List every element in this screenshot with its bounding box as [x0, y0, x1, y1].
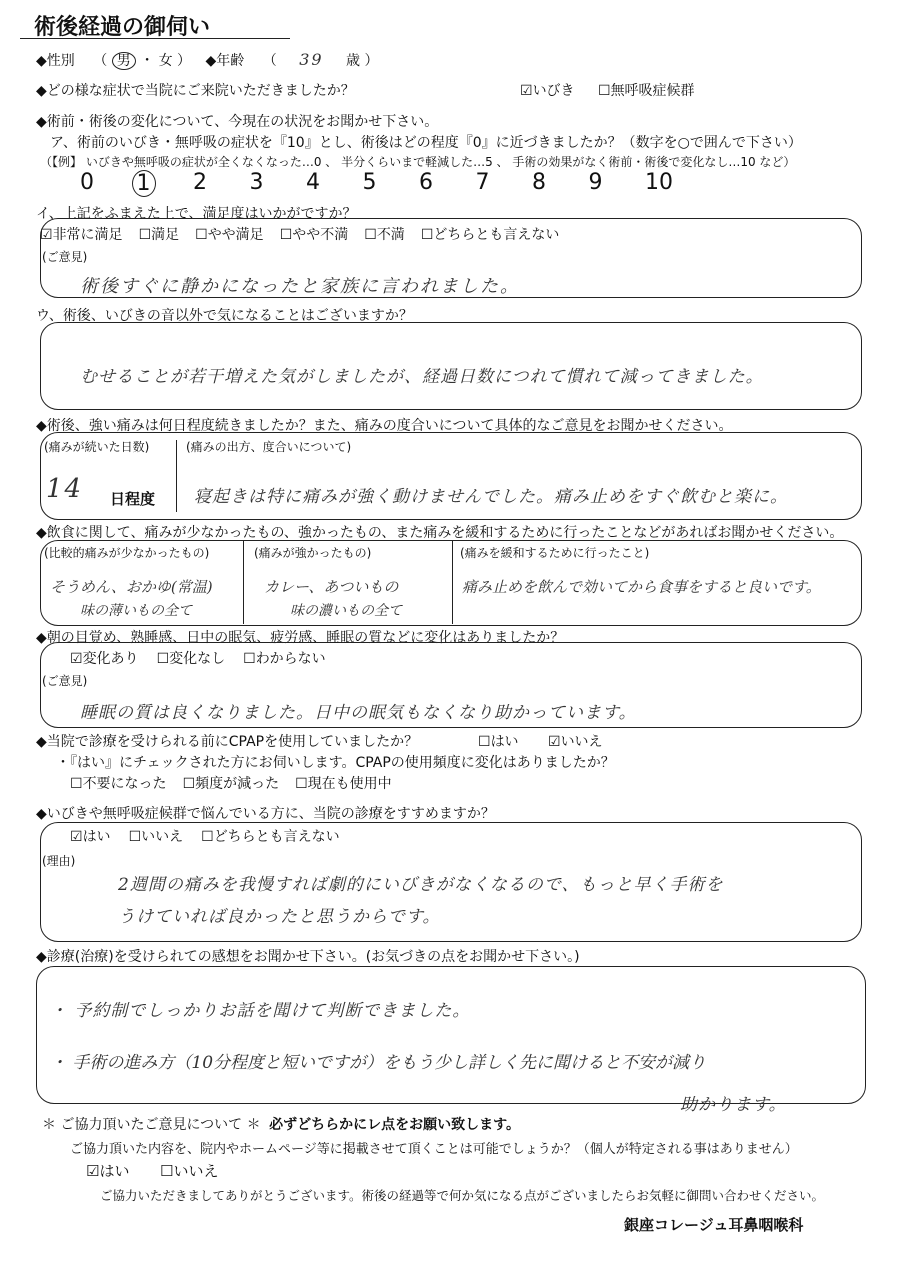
recommend-option-label: どちらとも言えない — [213, 829, 340, 845]
symptom-question: ◆どの様な症状で当院にご来院いただきましたか？ — [36, 83, 355, 99]
checkbox-icon — [70, 651, 83, 667]
recommend-reason-label: (理由) — [42, 854, 76, 868]
other-heading: ウ、術後、いびきの音以外で気になることはございますか？ — [36, 308, 413, 324]
satisfaction-option-label: どちらとも言えない — [433, 227, 560, 243]
food-col1-label: (比較的痛みが少なかったもの) — [44, 546, 210, 560]
checkbox-icon — [295, 776, 308, 792]
pain-heading: ◆術後、強い痛みは何日程度続きましたか？また、痛みの度合いについて具体的なご意見をお聞かせください。 — [36, 418, 733, 434]
impression-line1[interactable]: ・ 予約制でしっかりお話を聞けて判断できました。 — [50, 1001, 471, 1021]
footer-note-bold: 必ずどちらかにレ点をお願い致します。 — [269, 1117, 520, 1133]
symptom-snoring-label: いびき — [532, 83, 575, 99]
checkbox-icon — [157, 651, 170, 667]
checkbox-icon — [129, 829, 142, 845]
scale-option-2[interactable]: 2 — [193, 170, 207, 195]
age-value[interactable]: 39 — [299, 50, 324, 69]
age-unit: 歳 — [346, 53, 360, 69]
symptom-apnea-option[interactable] — [598, 80, 695, 100]
footer-note — [42, 1114, 520, 1134]
satisfaction-heading: イ、上記をふまえた上で、満足度はいかがですか？ — [36, 206, 357, 222]
sleep-option-label: 変化あり — [82, 651, 139, 667]
food-divider-1 — [243, 540, 244, 624]
satisfaction-opinion[interactable]: 術後すぐに静かになったと家族に言われました。 — [80, 276, 520, 297]
gender-female-option[interactable]: 女 — [158, 53, 173, 69]
pain-degree-answer[interactable]: 寝起きは特に痛みが強く動けませんでした。痛み止めをすぐ飲むと楽に。 — [194, 487, 788, 507]
footer-note-label: ＊ ご協力頂いたご意見について ＊ — [42, 1117, 261, 1133]
cpap-sub-options — [70, 773, 408, 793]
satisfaction-option-label: 満足 — [151, 227, 180, 243]
food-col1-line2[interactable]: 味の薄いもの全て — [80, 603, 192, 619]
food-col3-line1[interactable]: 痛み止めを飲んで効いてから食事をすると良いです。 — [462, 578, 821, 596]
sleep-option-2[interactable] — [243, 651, 326, 667]
food-heading: ◆飲食に関して、痛みが少なかったもの、強かったもの、また痛みを緩和するために行ったことなどがあればお聞かせください。 — [36, 525, 844, 541]
cpap-sub-option-label: 現在も使用中 — [307, 776, 392, 792]
page-title: 術後経過の御伺い — [34, 15, 211, 40]
gender-separator: ・ — [140, 53, 155, 69]
cpap-sub-question: ・『はい』にチェックされた方にお伺いします。CPAPの使用頻度に変化はありましたか？ — [56, 755, 615, 771]
impression-heading: ◆診療(治療)を受けられての感想をお聞かせ下さい。(お気づきの点をお聞かせ下さい。) — [36, 949, 580, 965]
recommend-option-label: いいえ — [141, 829, 184, 845]
footer-no-option[interactable] — [160, 1160, 218, 1181]
checkbox-icon — [183, 776, 196, 792]
checkbox-icon — [201, 829, 214, 845]
sleep-option-1[interactable] — [157, 651, 226, 667]
scale-option-10[interactable]: 10 — [645, 170, 673, 195]
recommend-option-0[interactable] — [70, 829, 111, 845]
cpap-sub-option-2[interactable] — [295, 776, 392, 792]
footer-yes-option[interactable] — [86, 1160, 129, 1181]
cpap-sub-option-label: 不要になった — [82, 776, 167, 792]
scale-option-6[interactable]: 6 — [419, 170, 433, 195]
change-heading: ◆術前・術後の変化について、今現在の状況をお聞かせ下さい。 — [36, 114, 439, 130]
footer-thanks: ご協力いただきましてありがとうございます。術後の経過等で何か気になる点がございましたらお気軽に御問い合わせください。 — [100, 1188, 825, 1203]
gender-close: ） — [177, 53, 192, 69]
age-label: ◆年齢 — [205, 53, 245, 69]
impression-line3[interactable]: 助かります。 — [680, 1095, 787, 1115]
gender-row — [36, 50, 378, 70]
food-col2-line1[interactable]: カレー、あついもの — [264, 578, 399, 596]
checkbox-icon — [548, 734, 561, 750]
scale-option-8[interactable]: 8 — [532, 170, 546, 195]
satisfaction-option-label: やや満足 — [207, 227, 264, 243]
sleep-opinion-label: (ご意見) — [42, 674, 88, 688]
checkbox-icon — [70, 829, 83, 845]
cpap-no-label: いいえ — [560, 734, 603, 750]
pain-days-label: (痛みが続いた日数) — [44, 440, 150, 454]
pain-divider — [176, 440, 177, 512]
impression-line2[interactable]: ・ 手術の進み方（10分程度と短いですが）をもう少し詳しく先に聞けると不安が減り — [50, 1053, 707, 1073]
scale-option-5[interactable]: 5 — [362, 170, 377, 195]
sleep-heading: ◆朝の目覚め、熟睡感、日中の眠気、疲労感、睡眠の質などに変化はありましたか？ — [36, 630, 565, 646]
food-col2-label: (痛みが強かったもの) — [254, 546, 372, 560]
food-col2-line2[interactable]: 味の濃いもの全て — [290, 603, 402, 619]
change-question-a: ア、術前のいびき・無呼吸の症状を『10』とし、術後はどの程度『0』に近づきましたか？（数字を○で囲んで下さい） — [50, 135, 802, 151]
clinic-name: 銀座コレージュ耳鼻咽喉科 — [624, 1216, 804, 1234]
recommend-options — [70, 826, 358, 846]
pain-degree-label: (痛みの出方、度合いについて) — [186, 440, 352, 454]
cpap-yes-option[interactable] — [478, 731, 519, 751]
recommend-reason-line1[interactable]: 2週間の痛みを我慢すれば劇的にいびきがなくなるので、もっと早く手術を — [118, 875, 724, 895]
scale-option-1[interactable]: 1 — [132, 170, 156, 197]
checkbox-icon — [243, 651, 256, 667]
satisfaction-opinion-label: (ご意見) — [42, 250, 88, 264]
recommend-option-2[interactable] — [201, 829, 340, 845]
cpap-sub-option-0[interactable] — [70, 776, 167, 792]
footer-no-label: いいえ — [173, 1162, 219, 1180]
footer-question: ご協力頂いた内容を、院内やホームページ等に掲載させて頂くことは可能でしょうか？（個人が特定される事はありません） — [70, 1142, 798, 1157]
checkbox-icon — [70, 776, 83, 792]
sleep-option-label: わからない — [255, 651, 326, 667]
pain-days-unit: 日程度 — [110, 490, 156, 508]
age-close: ） — [364, 53, 379, 69]
checkbox-icon — [478, 734, 491, 750]
impression-box — [36, 966, 866, 1104]
gender-open: （ — [93, 53, 108, 69]
cpap-heading: ◆当院で診療を受けられる前にCPAPを使用していましたか？ — [36, 734, 419, 750]
scale-option-7[interactable]: 7 — [475, 170, 490, 195]
recommend-heading: ◆いびきや無呼吸症候群で悩んでいる方に、当院の診療をすすめますか？ — [36, 806, 495, 822]
scale-option-4[interactable]: 4 — [306, 170, 320, 195]
cpap-sub-option-1[interactable] — [183, 776, 280, 792]
recommend-option-1[interactable] — [129, 829, 184, 845]
footer-yes-label: はい — [99, 1162, 130, 1180]
sleep-option-label: 変化なし — [169, 651, 226, 667]
food-col3-label: (痛みを緩和するために行ったこと) — [460, 546, 650, 560]
other-answer[interactable]: むせることが若干増えた気がしましたが、経過日数につれて慣れて減ってきました。 — [80, 367, 764, 387]
scale-option-9[interactable]: 9 — [588, 170, 603, 195]
symptom-snoring-option[interactable] — [520, 80, 575, 100]
recommend-reason-line2[interactable]: うけていれば良かったと思うからです。 — [118, 907, 441, 927]
food-col1-line1[interactable]: そうめん、おかゆ(常温) — [50, 578, 213, 596]
cpap-no-option[interactable] — [548, 731, 603, 751]
food-divider-2 — [452, 540, 453, 624]
sleep-opinion[interactable]: 睡眠の質は良くなりました。日中の眠気もなくなり助かっています。 — [80, 703, 637, 723]
age-open: （ — [262, 53, 277, 69]
satisfaction-option-label: 不満 — [376, 227, 405, 243]
satisfaction-option-label: やや不満 — [292, 227, 349, 243]
sleep-options — [70, 648, 344, 668]
checkbox-icon — [598, 83, 611, 99]
cpap-yes-label: はい — [490, 734, 519, 750]
sleep-option-0[interactable] — [70, 651, 139, 667]
pain-days-value[interactable]: 14 — [46, 474, 84, 504]
checkbox-icon — [86, 1162, 99, 1180]
gender-male-option[interactable]: 男 — [112, 52, 136, 70]
change-example: （【例】 いびきや無呼吸の症状が全くなくなった…0 、 半分くらいまで軽減した…5 、 手術の効果がなく術前・術後で変化なし…10 など） — [40, 155, 796, 169]
scale-option-3[interactable]: 3 — [249, 170, 264, 195]
cpap-sub-option-label: 頻度が減った — [195, 776, 280, 792]
checkbox-icon — [520, 83, 533, 99]
gender-label: ◆性別 — [36, 53, 75, 69]
satisfaction-option-label: 非常に満足 — [52, 227, 123, 243]
recommend-option-label: はい — [82, 829, 111, 845]
checkbox-icon — [160, 1162, 173, 1180]
scale-option-0[interactable]: 0 — [80, 170, 94, 195]
symptom-apnea-label: 無呼吸症候群 — [610, 83, 695, 99]
title-underline — [20, 38, 290, 39]
